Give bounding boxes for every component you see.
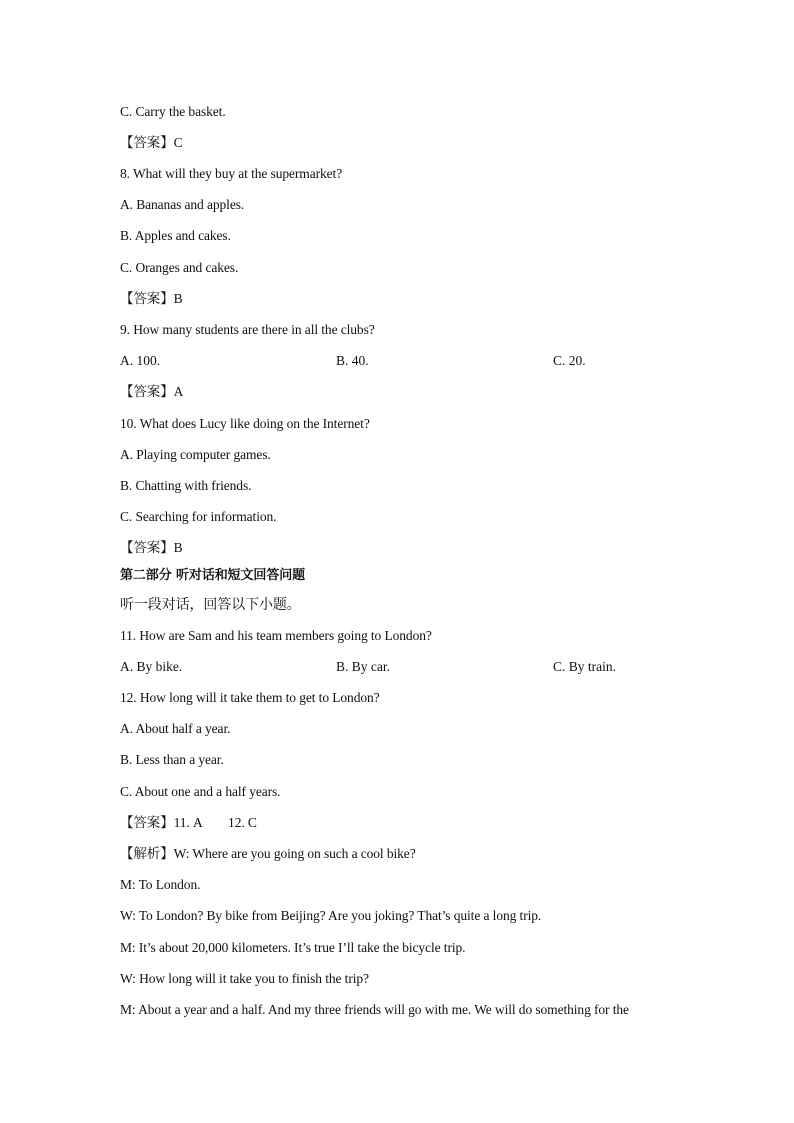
analysis-line-6: M: About a year and a half. And my three friends will go with me. We will do something for the [120, 1002, 629, 1017]
option-8a: A. Bananas and apples. [120, 197, 245, 212]
option-9b: B. 40. [336, 353, 369, 368]
option-10a: A. Playing computer games. [120, 447, 271, 462]
option-11b: B. By car. [336, 659, 390, 674]
option-8c: C. Oranges and cakes. [120, 260, 239, 275]
option-11a: A. By bike. [120, 659, 183, 674]
option-7c: C. Carry the basket. [120, 104, 226, 119]
section-heading: 第二部分 听对话和短文回答问题 [120, 568, 306, 583]
answer-9: 【答案】A [120, 384, 184, 399]
question-8: 8. What will they buy at the supermarket? [120, 166, 343, 181]
analysis-line-2: M: To London. [120, 877, 201, 892]
answer-11-12: 【答案】11. A 12. C [120, 815, 257, 830]
question-9: 9. How many students are there in all the clubs? [120, 322, 375, 337]
analysis-line-1: 【解析】W: Where are you going on such a cool bike? [120, 846, 416, 861]
analysis-line-5: W: How long will it take you to finish the trip? [120, 971, 369, 986]
option-8b: B. Apples and cakes. [120, 228, 231, 243]
option-10b: B. Chatting with friends. [120, 478, 252, 493]
option-9a: A. 100. [120, 353, 161, 368]
question-11: 11. How are Sam and his team members going to London? [120, 628, 432, 643]
option-10c: C. Searching for information. [120, 509, 277, 524]
answer-10: 【答案】B [120, 540, 183, 555]
answer-7: 【答案】C [120, 135, 183, 150]
question-12: 12. How long will it take them to get to London? [120, 690, 380, 705]
option-12c: C. About one and a half years. [120, 784, 281, 799]
question-10: 10. What does Lucy like doing on the Internet? [120, 416, 370, 431]
options-11 [120, 658, 680, 676]
options-9 [120, 352, 680, 370]
section-instruction: 听一段对话，回答以下小题。 [120, 597, 301, 613]
answer-8: 【答案】B [120, 291, 183, 306]
option-12b: B. Less than a year. [120, 752, 224, 767]
option-11c: C. By train. [553, 659, 616, 674]
analysis-line-4: M: It’s about 20,000 kilometers. It’s true I’ll take the bicycle trip. [120, 940, 466, 955]
analysis-line-3: W: To London? By bike from Beijing? Are you joking? That’s quite a long trip. [120, 908, 542, 923]
option-12a: A. About half a year. [120, 721, 231, 736]
option-9c: C. 20. [553, 353, 586, 368]
